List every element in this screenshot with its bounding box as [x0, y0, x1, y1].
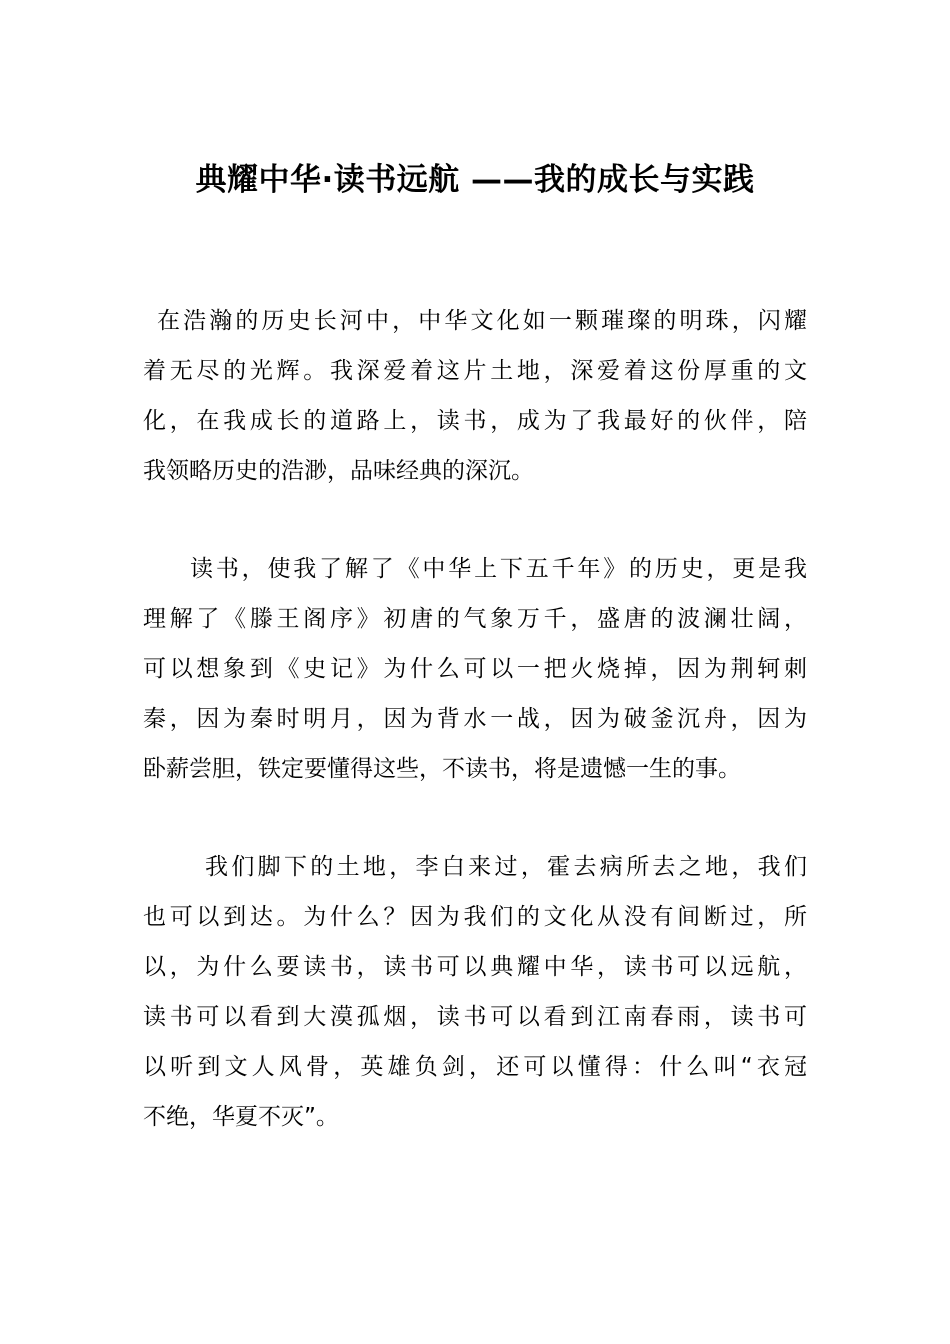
- paragraph-3: [143, 842, 807, 1142]
- paragraph-line: 我领略历史的浩渺，品味经典的深沉。: [143, 458, 534, 484]
- paragraph-line: 也可以到达。为什么？因为我们的文化从没有间断过，所: [143, 904, 807, 930]
- paragraph-line: 以听到文人风骨，英雄负剑，还可以懂得：什么叫“衣冠: [143, 1054, 807, 1080]
- paragraph-line: 不绝，华夏不灭”。: [143, 1104, 339, 1130]
- paragraph-line: 在浩瀚的历史长河中，中华文化如一颗璀璨的明珠，闪耀: [157, 308, 807, 334]
- paragraph-line: 化，在我成长的道路上，读书，成为了我最好的伙伴，陪: [143, 408, 807, 434]
- paragraph-line: 读书，使我了解了《中华上下五千年》的历史，更是我: [190, 556, 807, 582]
- paragraph-line: 理解了《滕王阁序》初唐的气象万千，盛唐的波澜壮阔，: [143, 606, 807, 632]
- paragraph-line: 读书可以看到大漠孤烟，读书可以看到江南春雨，读书可: [143, 1004, 807, 1030]
- paragraph-line: 可以想象到《史记》为什么可以一把火烧掉，因为荆轲刺: [143, 656, 807, 682]
- paragraph-line: 我们脚下的土地，李白来过，霍去病所去之地，我们: [205, 854, 807, 880]
- paragraph-line: 秦，因为秦时明月，因为背水一战，因为破釜沉舟，因为: [143, 706, 807, 732]
- document-title: 典耀中华·读书远航 ——我的成长与实践: [195, 162, 755, 198]
- paragraph-line: 着无尽的光辉。我深爱着这片土地，深爱着这份厚重的文: [143, 358, 807, 384]
- paragraph-line: 卧薪尝胆，铁定要懂得这些，不读书，将是遗憾一生的事。: [143, 756, 741, 782]
- paragraph-2: [143, 544, 807, 794]
- paragraph-line: 以，为什么要读书，读书可以典耀中华，读书可以远航，: [143, 954, 807, 980]
- paragraph-1: [143, 296, 807, 496]
